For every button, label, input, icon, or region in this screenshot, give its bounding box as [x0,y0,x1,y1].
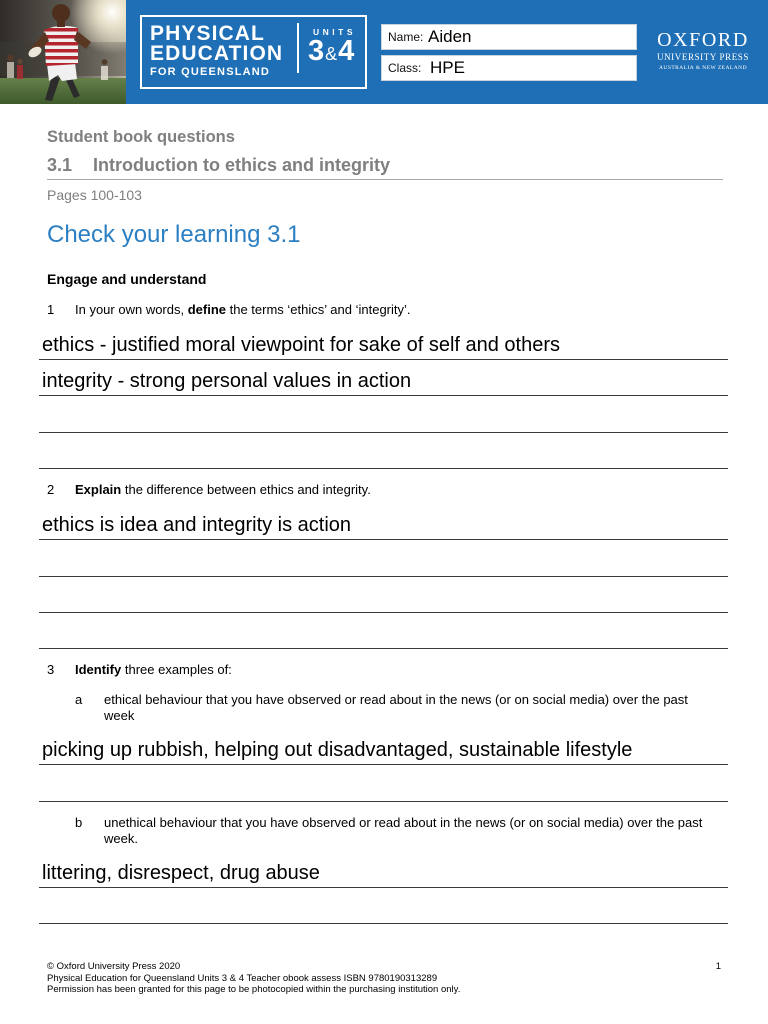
answer-line[interactable]: ethics is idea and integrity is action [39,504,728,540]
part-text: ethical behaviour that you have observed or read about in the news (or on social media) over the past week [104,692,688,723]
part-letter: a [75,692,83,707]
name-label: Name: [388,30,424,44]
answer-line[interactable] [39,397,728,433]
header-band [0,0,768,104]
logo-line-education: EDUCATION [150,42,284,65]
question-suffix: the terms ‘ethics’ and ‘integrity’. [226,302,411,317]
publisher-region: AUSTRALIA & NEW ZEALAND [658,65,747,71]
logo-units-label: UNITS [313,27,356,37]
answer-line[interactable]: littering, disrespect, drug abuse [39,852,728,888]
logo-units-number [308,35,354,70]
part-letter: b [75,815,83,830]
section-number: 3.1 [47,155,73,175]
publisher-logo [648,30,758,72]
answer-line[interactable] [39,766,728,802]
footer [47,961,460,996]
page-reference: Pages 100-103 [47,187,142,203]
question-text [75,302,411,318]
command-verb: define [187,302,227,317]
answer-line[interactable] [39,577,728,613]
subheading: Engage and understand [47,271,207,287]
answer-line[interactable]: integrity - strong personal values in action [39,360,728,396]
section-title: Introduction to ethics and integrity [93,155,390,175]
section-rule [47,179,723,180]
question-number: 1 [47,302,55,317]
question-text [75,662,232,678]
logo-units-first: 3 [308,35,325,67]
part-text: unethical behaviour that you have observed or read about in the news (or on social media) over the past week. [104,815,703,846]
class-value[interactable]: HPE [430,58,465,77]
question-prefix: In your own words, [75,302,188,317]
logo-units-second: 4 [338,35,355,67]
answer-line[interactable] [39,541,728,577]
name-value[interactable]: Aiden [428,27,472,46]
footer-permission: Permission has been granted for this page to be photocopied within the purchasing institution only. [47,984,461,995]
logo-line-physical: PHYSICAL [150,22,265,45]
answer-line[interactable] [39,888,728,924]
publisher-subtitle: UNIVERSITY PRESS [656,52,750,62]
question-suffix: three examples of: [121,662,232,677]
section-kicker: Student book questions [47,128,235,146]
footer-book-info: Physical Education for Queensland Units 3 & 4 Teacher obook assess ISBN 9780190313289 [47,972,438,984]
series-logo [140,15,367,89]
publisher-name: OXFORD [657,29,749,51]
answer-line[interactable]: picking up rubbish, helping out disadvantaged, sustainable lifestyle [39,729,728,765]
command-verb: Explain [75,482,122,497]
name-field[interactable] [381,24,637,50]
question-number: 3 [47,662,55,677]
footer-copyright: © Oxford University Press 2020 [47,961,181,972]
page-number: 1 [715,961,721,972]
page-title: Check your learning 3.1 [47,221,301,248]
answer-line[interactable] [39,613,728,649]
class-field[interactable] [381,55,637,81]
answer-line[interactable] [39,433,728,469]
logo-line-queensland: FOR QUEENSLAND [150,66,271,78]
answer-line[interactable]: ethics - justified moral viewpoint for sake of self and others [39,324,728,360]
header-photo [0,0,126,104]
class-label: Class: [388,61,422,75]
question-text [75,482,371,498]
command-verb: Identify [75,662,122,677]
question-number: 2 [47,482,55,497]
question-suffix: the difference between ethics and integrity. [121,482,371,497]
logo-units-amp: & [325,44,338,64]
logo-divider [297,23,299,73]
